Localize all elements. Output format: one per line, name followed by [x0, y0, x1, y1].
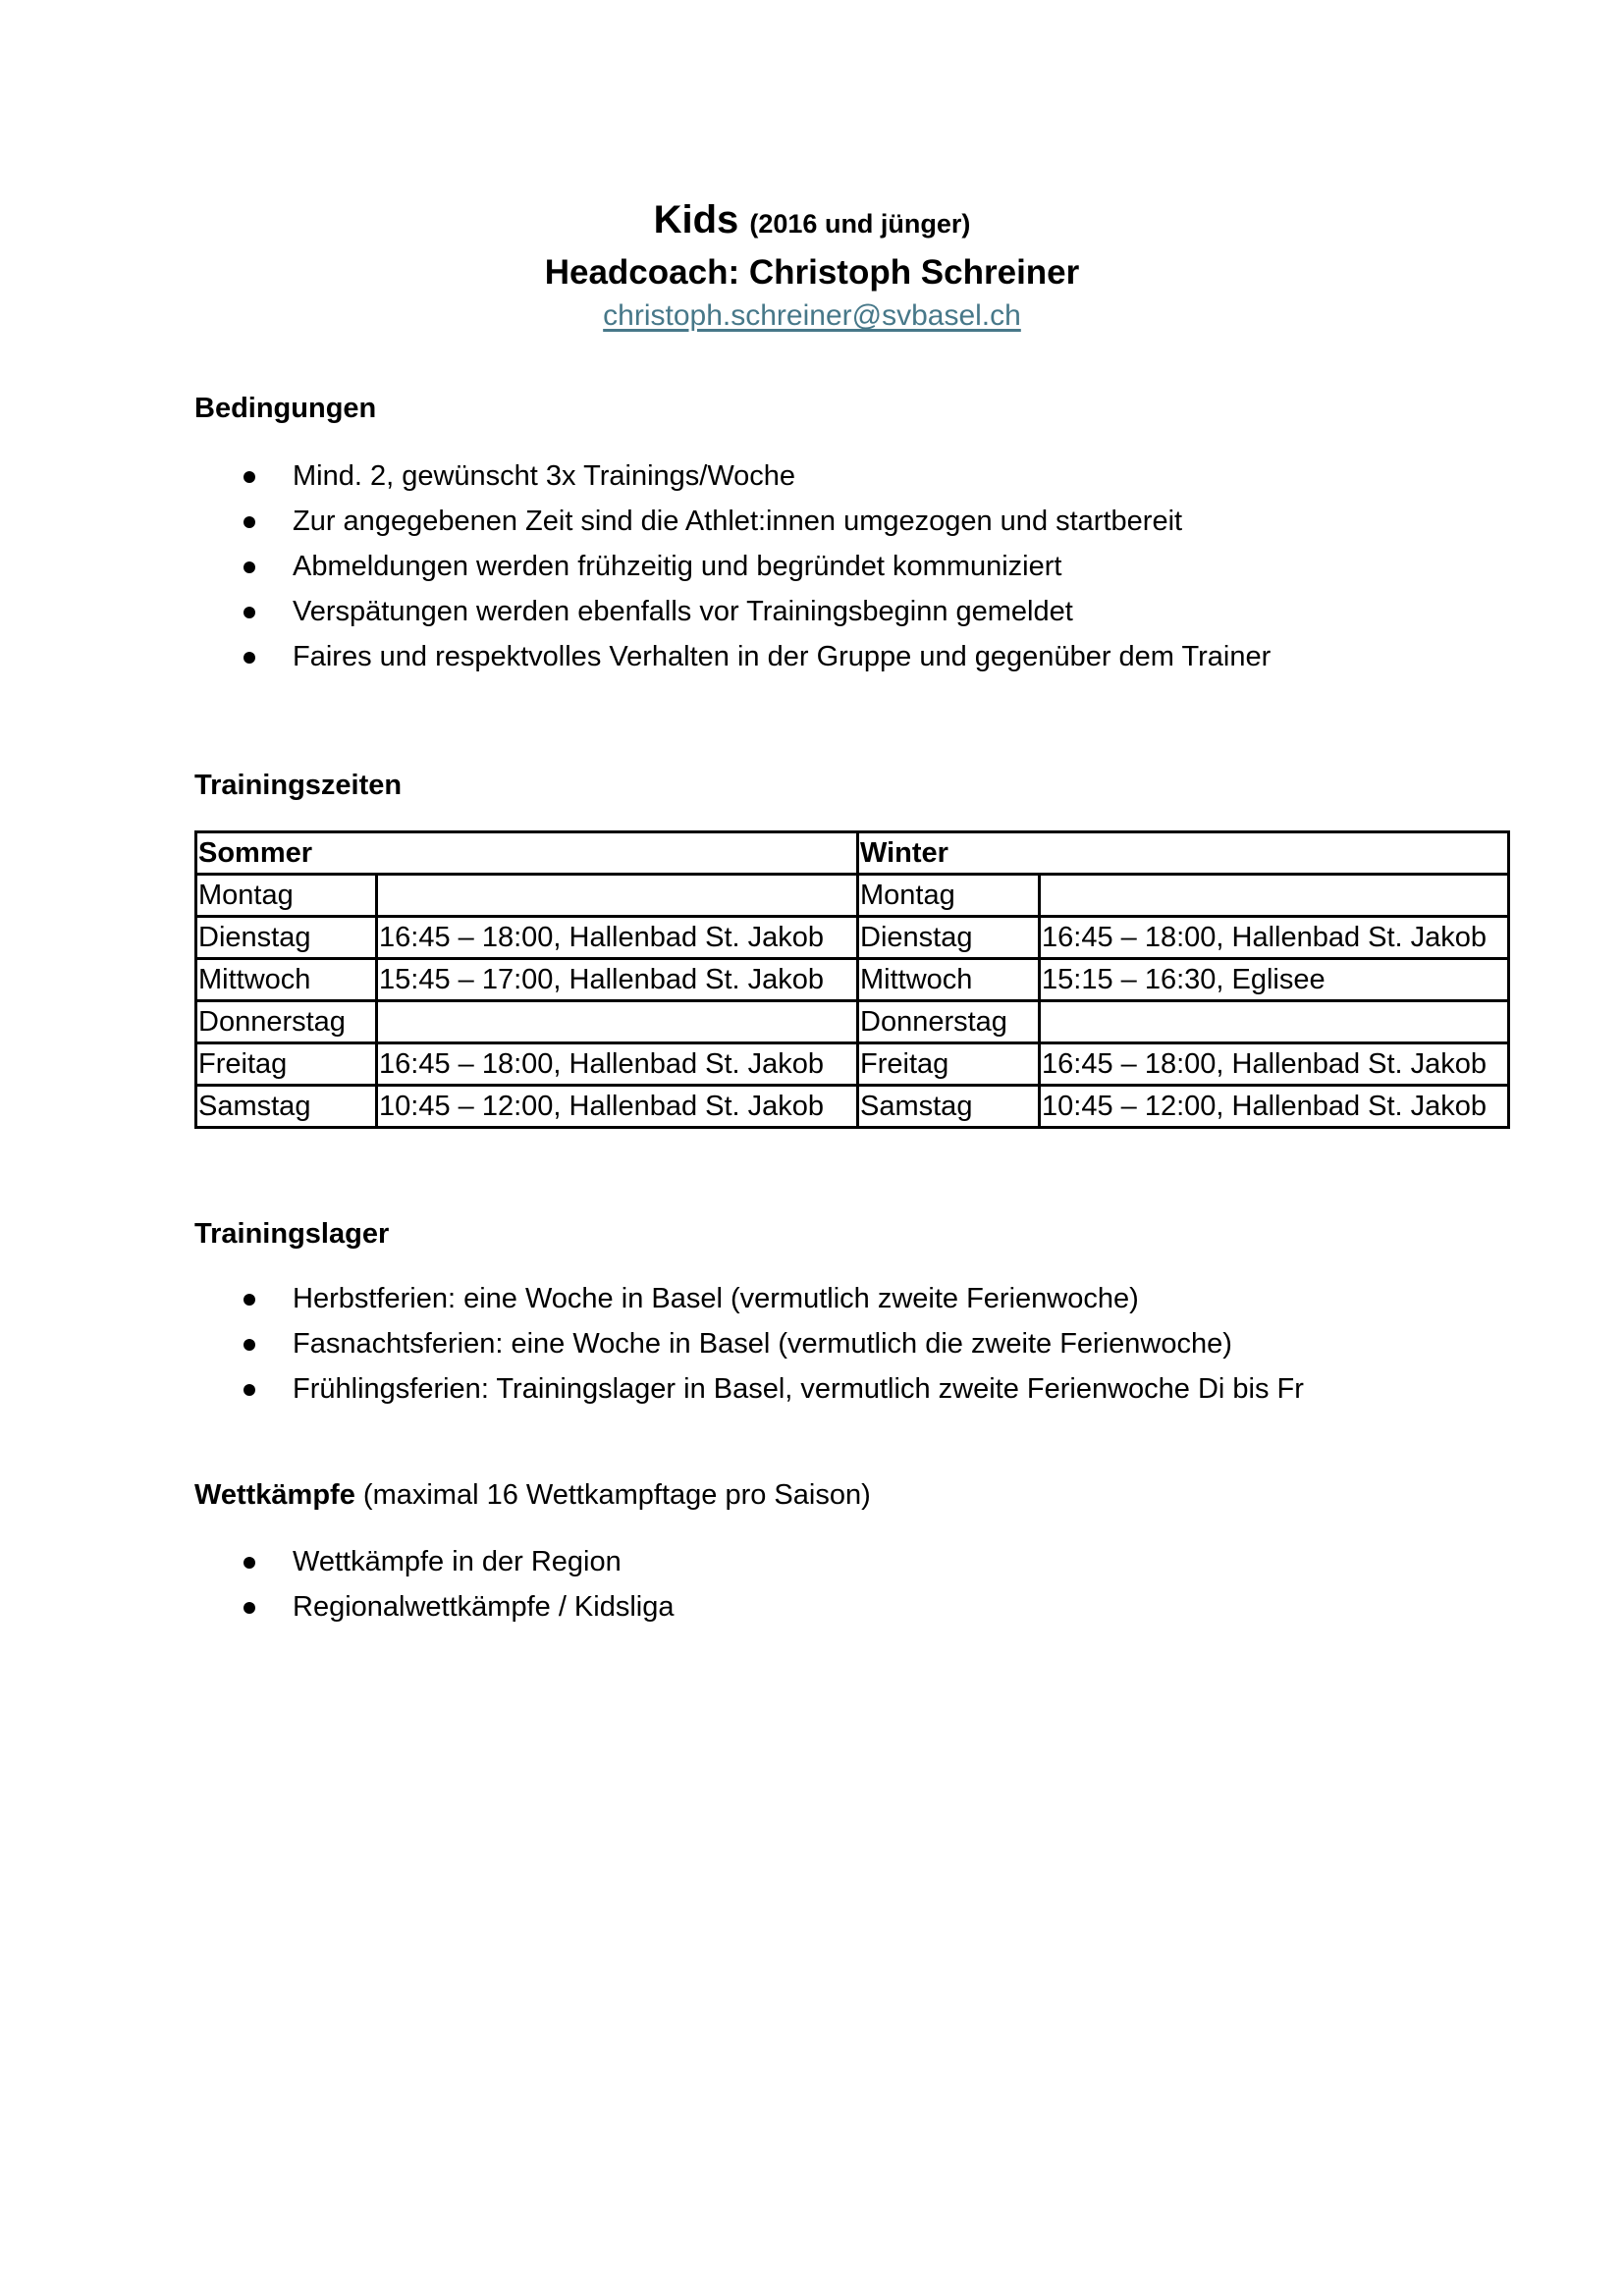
page-title [0, 196, 1624, 247]
section-heading-bedingungen: Bedingungen [194, 393, 377, 424]
sommer-day: Donnerstag [196, 1001, 377, 1043]
winter-day: Freitag [858, 1043, 1040, 1086]
email-line [0, 298, 1624, 334]
sommer-time: 15:45 – 17:00, Hallenbad St. Jakob [377, 959, 858, 1001]
sommer-day: Samstag [196, 1086, 377, 1128]
winter-day: Samstag [858, 1086, 1040, 1128]
sommer-time [377, 1001, 858, 1043]
winter-day: Mittwoch [858, 959, 1040, 1001]
list-item [194, 544, 1271, 589]
bullet-icon [244, 471, 255, 483]
sommer-day: Mittwoch [196, 959, 377, 1001]
table-row [196, 917, 1509, 959]
sommer-time [377, 875, 858, 917]
header-sommer: Sommer [196, 832, 858, 875]
bullet-icon [244, 652, 255, 664]
winter-time: 10:45 – 12:00, Hallenbad St. Jakob [1040, 1086, 1509, 1128]
table-header-row [196, 832, 1509, 875]
headcoach-line: Headcoach: Christoph Schreiner [544, 253, 1080, 292]
table-row [196, 1086, 1509, 1128]
section-heading-wettkaempfe [194, 1478, 871, 1512]
title-main: Kids [653, 198, 739, 241]
wettkaempfe-heading-text: Wettkämpfe [194, 1479, 355, 1511]
list-item-text: Herbstferien: eine Woche in Basel (vermutlich zweite Ferienwoche) [293, 1283, 1139, 1314]
list-item-text: Wettkämpfe in der Region [293, 1546, 622, 1577]
trainingslager-list [194, 1276, 1304, 1412]
winter-day: Dienstag [858, 917, 1040, 959]
list-item [194, 499, 1271, 544]
sommer-time: 10:45 – 12:00, Hallenbad St. Jakob [377, 1086, 858, 1128]
bullet-icon [244, 1339, 255, 1351]
section-heading-trainingslager: Trainingslager [194, 1218, 390, 1250]
winter-time [1040, 1001, 1509, 1043]
list-item-text: Faires und respektvolles Verhalten in der Gruppe und gegenüber dem Trainer [293, 641, 1272, 672]
list-item [194, 1539, 674, 1584]
sommer-time: 16:45 – 18:00, Hallenbad St. Jakob [377, 917, 858, 959]
winter-time: 15:15 – 16:30, Eglisee [1040, 959, 1509, 1001]
winter-time: 16:45 – 18:00, Hallenbad St. Jakob [1040, 1043, 1509, 1086]
wettkaempfe-list [194, 1539, 674, 1629]
list-item [194, 1366, 1304, 1412]
sommer-day: Montag [196, 875, 377, 917]
list-item-text: Abmeldungen werden frühzeitig und begründet kommuniziert [293, 551, 1062, 582]
bullet-icon [244, 516, 255, 528]
sommer-time: 16:45 – 18:00, Hallenbad St. Jakob [377, 1043, 858, 1086]
list-item-text: Regionalwettkämpfe / Kidsliga [293, 1591, 675, 1623]
list-item-text: Zur angegebenen Zeit sind die Athlet:innen umgezogen und startbereit [293, 506, 1183, 537]
list-item [194, 1276, 1304, 1321]
list-item [194, 1584, 674, 1629]
bullet-icon [244, 1294, 255, 1306]
bedingungen-list [194, 454, 1271, 679]
title-subtitle: (2016 und jünger) [749, 209, 971, 239]
winter-time [1040, 875, 1509, 917]
table-row [196, 1001, 1509, 1043]
list-item-text: Frühlingsferien: Trainingslager in Basel, vermutlich zweite Ferienwoche Di bis Fr [293, 1373, 1304, 1405]
bullet-icon [244, 561, 255, 573]
table-row [196, 959, 1509, 1001]
bullet-icon [244, 607, 255, 618]
header-winter: Winter [858, 832, 1509, 875]
table-row [196, 875, 1509, 917]
wettkaempfe-heading-note: (maximal 16 Wettkampftage pro Saison) [362, 1479, 871, 1511]
sommer-day: Dienstag [196, 917, 377, 959]
winter-day: Donnerstag [858, 1001, 1040, 1043]
list-item [194, 454, 1271, 499]
winter-time: 16:45 – 18:00, Hallenbad St. Jakob [1040, 917, 1509, 959]
sommer-day: Freitag [196, 1043, 377, 1086]
schedule-table [194, 830, 1510, 1129]
list-item-text: Mind. 2, gewünscht 3x Trainings/Woche [293, 460, 796, 492]
list-item-text: Verspätungen werden ebenfalls vor Trainingsbeginn gemeldet [293, 596, 1073, 627]
list-item [194, 1321, 1304, 1366]
section-heading-trainingszeiten: Trainingszeiten [194, 770, 403, 801]
email-link[interactable]: christoph.schreiner@svbasel.ch [603, 299, 1021, 332]
table-row [196, 1043, 1509, 1086]
list-item-text: Fasnachtsferien: eine Woche in Basel (vermutlich die zweite Ferienwoche) [293, 1328, 1232, 1360]
bullet-icon [244, 1602, 255, 1614]
winter-day: Montag [858, 875, 1040, 917]
bullet-icon [244, 1557, 255, 1569]
bullet-icon [244, 1384, 255, 1396]
list-item [194, 589, 1271, 634]
list-item [194, 634, 1271, 679]
